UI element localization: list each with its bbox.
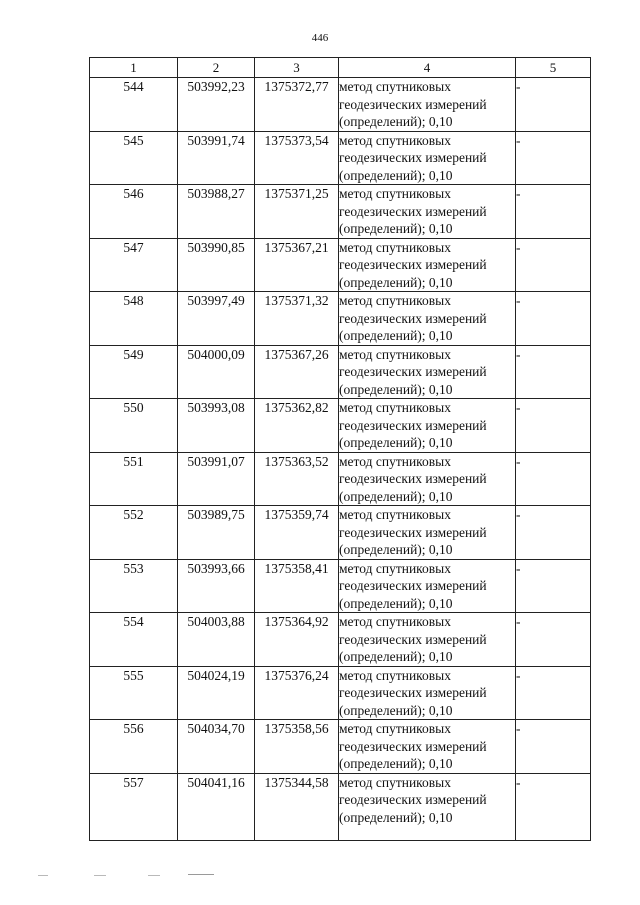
point-number-cell: 544 bbox=[90, 78, 178, 132]
y-coordinate-cell: 1375372,77 bbox=[255, 78, 339, 132]
y-coordinate-cell: 1375373,54 bbox=[255, 131, 339, 185]
table-row bbox=[90, 345, 591, 399]
method-cell: метод спутниковых геодезических измерений (определений); 0,10 bbox=[339, 131, 516, 185]
x-coordinate-cell: 504003,88 bbox=[178, 613, 255, 667]
y-coordinate-cell: 1375367,26 bbox=[255, 345, 339, 399]
point-number-cell: 552 bbox=[90, 506, 178, 560]
x-coordinate-cell: 503993,66 bbox=[178, 559, 255, 613]
table-row bbox=[90, 666, 591, 720]
method-cell: метод спутниковых геодезических измерений (определений); 0,10 bbox=[339, 720, 516, 774]
y-coordinate-cell: 1375344,58 bbox=[255, 773, 339, 840]
footer-scan-marks bbox=[38, 872, 218, 880]
method-cell: метод спутниковых геодезических измерений (определений); 0,10 bbox=[339, 78, 516, 132]
method-cell: метод спутниковых геодезических измерений (определений); 0,10 bbox=[339, 345, 516, 399]
method-cell: метод спутниковых геодезических измерений (определений); 0,10 bbox=[339, 399, 516, 453]
y-coordinate-cell: 1375363,52 bbox=[255, 452, 339, 506]
x-coordinate-cell: 503990,85 bbox=[178, 238, 255, 292]
point-number-cell: 546 bbox=[90, 185, 178, 239]
table-row bbox=[90, 399, 591, 453]
note-cell: - bbox=[516, 506, 591, 560]
table-body bbox=[90, 78, 591, 841]
note-cell: - bbox=[516, 292, 591, 346]
point-number-cell: 550 bbox=[90, 399, 178, 453]
method-cell: метод спутниковых геодезических измерений (определений); 0,10 bbox=[339, 613, 516, 667]
note-cell: - bbox=[516, 773, 591, 840]
note-cell: - bbox=[516, 345, 591, 399]
y-coordinate-cell: 1375358,41 bbox=[255, 559, 339, 613]
point-number-cell: 553 bbox=[90, 559, 178, 613]
method-cell: метод спутниковых геодезических измерений (определений); 0,10 bbox=[339, 506, 516, 560]
y-coordinate-cell: 1375358,56 bbox=[255, 720, 339, 774]
note-cell: - bbox=[516, 666, 591, 720]
x-coordinate-cell: 503997,49 bbox=[178, 292, 255, 346]
column-header-1: 1 bbox=[90, 58, 178, 78]
note-cell: - bbox=[516, 399, 591, 453]
note-cell: - bbox=[516, 559, 591, 613]
note-cell: - bbox=[516, 613, 591, 667]
table-row bbox=[90, 131, 591, 185]
column-header-3: 3 bbox=[255, 58, 339, 78]
table-row bbox=[90, 773, 591, 840]
y-coordinate-cell: 1375364,92 bbox=[255, 613, 339, 667]
table-row bbox=[90, 292, 591, 346]
table-row bbox=[90, 238, 591, 292]
table-row bbox=[90, 78, 591, 132]
x-coordinate-cell: 503989,75 bbox=[178, 506, 255, 560]
table-row bbox=[90, 613, 591, 667]
x-coordinate-cell: 503992,23 bbox=[178, 78, 255, 132]
x-coordinate-cell: 503988,27 bbox=[178, 185, 255, 239]
point-number-cell: 557 bbox=[90, 773, 178, 840]
table-row bbox=[90, 185, 591, 239]
x-coordinate-cell: 503991,74 bbox=[178, 131, 255, 185]
table-row bbox=[90, 506, 591, 560]
method-cell: метод спутниковых геодезических измерений (определений); 0,10 bbox=[339, 666, 516, 720]
method-cell: метод спутниковых геодезических измерений (определений); 0,10 bbox=[339, 773, 516, 840]
x-coordinate-cell: 504024,19 bbox=[178, 666, 255, 720]
point-number-cell: 547 bbox=[90, 238, 178, 292]
method-cell: метод спутниковых геодезических измерений (определений); 0,10 bbox=[339, 452, 516, 506]
point-number-cell: 551 bbox=[90, 452, 178, 506]
y-coordinate-cell: 1375362,82 bbox=[255, 399, 339, 453]
y-coordinate-cell: 1375367,21 bbox=[255, 238, 339, 292]
method-cell: метод спутниковых геодезических измерений (определений); 0,10 bbox=[339, 559, 516, 613]
point-number-cell: 556 bbox=[90, 720, 178, 774]
table-header-row bbox=[90, 58, 591, 78]
point-number-cell: 548 bbox=[90, 292, 178, 346]
note-cell: - bbox=[516, 185, 591, 239]
y-coordinate-cell: 1375371,25 bbox=[255, 185, 339, 239]
x-coordinate-cell: 504041,16 bbox=[178, 773, 255, 840]
y-coordinate-cell: 1375371,32 bbox=[255, 292, 339, 346]
x-coordinate-cell: 503991,07 bbox=[178, 452, 255, 506]
note-cell: - bbox=[516, 238, 591, 292]
point-number-cell: 555 bbox=[90, 666, 178, 720]
column-header-2: 2 bbox=[178, 58, 255, 78]
coordinates-table bbox=[89, 57, 591, 841]
y-coordinate-cell: 1375359,74 bbox=[255, 506, 339, 560]
x-coordinate-cell: 504034,70 bbox=[178, 720, 255, 774]
note-cell: - bbox=[516, 78, 591, 132]
method-cell: метод спутниковых геодезических измерений (определений); 0,10 bbox=[339, 185, 516, 239]
point-number-cell: 554 bbox=[90, 613, 178, 667]
table-row bbox=[90, 559, 591, 613]
point-number-cell: 545 bbox=[90, 131, 178, 185]
column-header-5: 5 bbox=[516, 58, 591, 78]
y-coordinate-cell: 1375376,24 bbox=[255, 666, 339, 720]
note-cell: - bbox=[516, 131, 591, 185]
x-coordinate-cell: 503993,08 bbox=[178, 399, 255, 453]
table-row bbox=[90, 452, 591, 506]
column-header-4: 4 bbox=[339, 58, 516, 78]
page-number: 446 bbox=[311, 32, 329, 44]
note-cell: - bbox=[516, 720, 591, 774]
note-cell: - bbox=[516, 452, 591, 506]
method-cell: метод спутниковых геодезических измерений (определений); 0,10 bbox=[339, 238, 516, 292]
table-row bbox=[90, 720, 591, 774]
x-coordinate-cell: 504000,09 bbox=[178, 345, 255, 399]
method-cell: метод спутниковых геодезических измерений (определений); 0,10 bbox=[339, 292, 516, 346]
point-number-cell: 549 bbox=[90, 345, 178, 399]
